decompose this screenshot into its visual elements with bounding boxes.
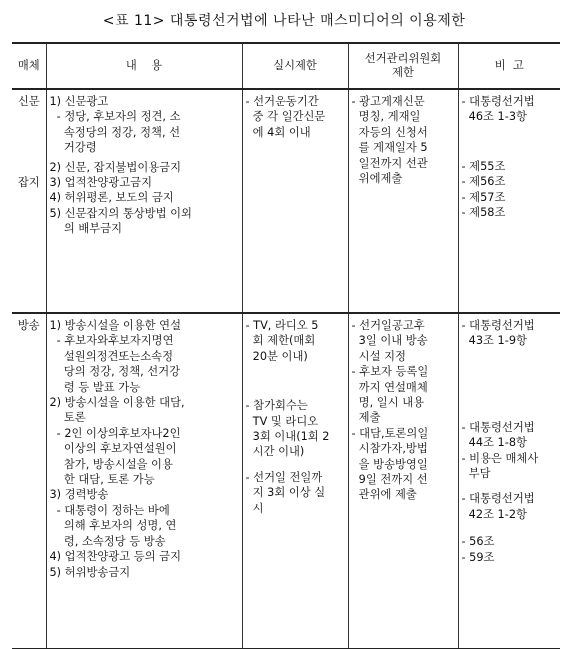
note-debate-law: - 대통령선거법 44조 1-8항 - 비용은 매체사 부담 xyxy=(461,420,539,481)
note-newspaper-law: - 대통령선거법 46조 1-3항 xyxy=(461,95,535,124)
note-final-articles: - 56조 - 59조 xyxy=(461,535,495,564)
header-content: 내 용 xyxy=(46,43,242,89)
header-limit: 실시제한 xyxy=(242,43,348,89)
media-restriction-table xyxy=(12,42,560,649)
limit-speech: - TV, 라디오 5 회 제한(매회 20분 이내) xyxy=(245,319,319,363)
note-cell xyxy=(458,89,560,313)
content-broadcast-speech: 1) 방송시설을 이용한 연설 - 후보자와후보자지명연 설원의정견또는소속정 당의 정강, 정책, 선거강 령 등 발표 가능 xyxy=(49,319,181,394)
content-career-broadcast: 3) 경력방송 - 대통령이 정하는 바에 의해 후보자의 성명, 연 령, 소속정당 등 방송 4) 업적찬양광고 등의 금지 5) 허위방송금지 xyxy=(49,488,181,579)
limit-debate: - 참가회수는 TV 및 라디오 3회 이내(1회 2 시간 이내) xyxy=(245,399,330,459)
media-broadcast: 방송 xyxy=(17,319,40,332)
media-cell xyxy=(12,313,46,649)
header-media: 매체 xyxy=(12,43,46,89)
media-newspaper: 신문 xyxy=(17,95,40,108)
header-row xyxy=(12,43,560,89)
limit-cell xyxy=(242,89,348,313)
note-articles: - 제55조 - 제56조 - 제57조 - 제58조 xyxy=(461,159,506,220)
limit-career: - 선거일 전일까 지 3회 이상 실 시 xyxy=(245,470,326,515)
limit-cell xyxy=(242,313,348,649)
header-note: 비 고 xyxy=(458,43,560,89)
header-committee: 선거관리위원회 제한 xyxy=(348,43,458,89)
content-broadcast-debate: 2) 방송시설을 이용한 대담, 토론 - 2인 이상의후보자나2인 이상의 후보자연설원이 참가, 방송시설을 이용 한 대담, 토론 가능 xyxy=(49,396,185,487)
note-career-law: - 대통령선거법 42조 1-2항 xyxy=(461,492,535,521)
table-row xyxy=(12,313,560,649)
limit-newspaper: - 선거운동기간 중 각 일간신문 에 4회 이내 xyxy=(245,95,326,139)
content-cell xyxy=(46,89,242,313)
content-newspaper-ad: 1) 신문광고 - 정당, 후보자의 정견, 소 속정당의 정강, 정책, 선 거강령 xyxy=(49,95,181,155)
committee-cell xyxy=(348,89,458,313)
note-cell xyxy=(458,313,560,649)
committee-cell xyxy=(348,313,458,649)
note-speech-law: - 대통령선거법 43조 1-9항 xyxy=(461,319,535,348)
committee-speech: - 선거일공고후 3일 이내 방송 시설 지정 - 후보자 등록일 까지 연설매체 명, 일시 내용 제출 xyxy=(351,319,429,425)
table-caption: <표 11> 대통령선거법에 나타난 매스미디어의 이용제한 xyxy=(102,13,466,29)
media-magazine: 잡지 xyxy=(17,176,40,190)
content-cell xyxy=(46,313,242,649)
committee-debate: - 대담,토론의일 시참가자,방법 을 방송방영일 9일 전까지 선 관위에 제출 xyxy=(351,426,429,502)
table-row xyxy=(12,89,560,313)
media-cell xyxy=(12,89,46,313)
committee-newspaper: - 광고게재신문 명칭, 게재일 자등의 신청서 를 게재일자 5 일전까지 선관 위에제출 xyxy=(351,95,428,186)
content-prohibitions: 2) 신문, 잡지불법이용금지 3) 업적찬양광고금지 4) 허위평론, 보도의 금지 5) 신문잡지의 통상방법 이외 의 배부금지 xyxy=(49,160,192,236)
